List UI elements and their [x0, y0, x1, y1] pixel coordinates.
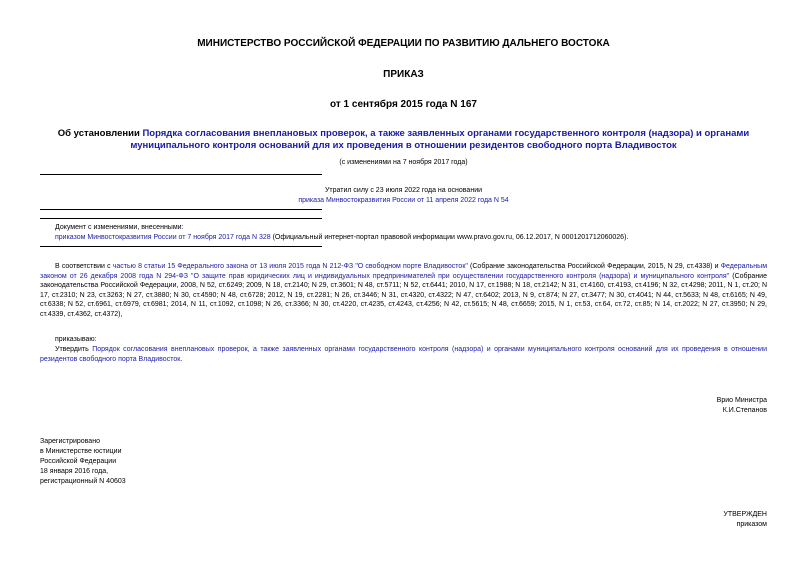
approve-text-a: Утвердить — [55, 346, 93, 353]
registration-line2: в Министерстве юстиции — [40, 448, 122, 455]
changes-line — [55, 233, 767, 243]
registration-line3: Российской Федерации — [40, 458, 117, 465]
void-notice-link[interactable]: приказа Минвостокразвития России от 11 апреля 2022 года N 54 — [298, 197, 509, 204]
preamble-paragraph — [40, 262, 767, 319]
changes-link[interactable]: приказом Минвостокразвития России от 7 ноября 2017 года N 328 — [55, 234, 271, 241]
void-notice-line1: Утратил силу с 23 июля 2022 года на основании — [324, 187, 483, 194]
registration-line4: 18 января 2016 года, — [40, 468, 109, 475]
ministry-heading: МИНИСТЕРСТВО РОССИЙСКОЙ ФЕДЕРАЦИИ ПО РАЗВИТИЮ ДАЛЬНЕГО ВОСТОКА — [197, 38, 610, 49]
doc-type-heading: ПРИКАЗ — [383, 69, 424, 80]
date-number-heading: от 1 сентября 2015 года N 167 — [330, 99, 477, 110]
order-word: приказываю: — [55, 336, 97, 343]
amendments-note: (с изменениями на 7 ноября 2017 года) — [339, 159, 468, 166]
registration-line1: Зарегистрировано — [40, 438, 100, 445]
law-212-link[interactable]: частью 8 статьи 15 Федерального закона от 13 июля 2015 года N 212-ФЗ "О свободном порте Владивосток" — [112, 263, 468, 270]
approved-line2: приказом — [736, 521, 767, 528]
preamble-text-c: (Собрание законодательства Российской Федерации, 2008, N 52, ст.6249; 2009, N 18, ст.2140; N 29, ст.3601; N 48, ст.5711; N 52, ст.6441; 2010, N 17, ст.1988; N 18, ст.2142; N 31, ст.4160, ст.4193, ст.4196; N 32, ст.4298; 2011, N 1, ст.20; N 17, ст.2310; N 23, ст.3263; N 27, ст.3880; N 30, ст.4590; N 48, ст.6728; 2012, N 19, ст.2281; N 26, ст.3446; N 31, ст.4320, ст.4322; N 47, ст.6402; 2013, N 9, ст.874; N 27, ст.3477; N 30, ст.4041; N 44, ст.5633; N 48, ст.6165; N 49, ст.6338; N 52, ст.6961, ст.6979, ст.6981; 2014, N 11, ст.1092, ст.1098; N 26, ст.3366; N 30, ст.4220, ст.4235, ст.4243, ст.4256; N 42, ст.5615; N 48, ст.6659; 2015, N 1, ст.53, ст.64, ст.72, ст.85; N 14, ст.2022; N 27, ст.3950; N 29, ст.4339, ст.4362, ст.4372), — [40, 272, 767, 318]
signature-position: Врио Министра — [716, 397, 767, 404]
law-294-link[interactable]: Федеральным законом от 26 декабря 2008 года N 294-ФЗ "О защите прав юридических лиц и индивидуальных предпринимателей при осуществлении государственного контроля (надзора) и муниципального контроля" — [40, 263, 767, 280]
registration-line5: регистрационный N 40603 — [40, 478, 126, 485]
preamble-text-a: В соответствии с — [55, 263, 113, 270]
divider — [40, 246, 322, 247]
approve-paragraph — [40, 345, 767, 364]
title-prefix: Об установлении — [57, 128, 143, 139]
divider — [40, 218, 322, 219]
document-title — [40, 128, 767, 152]
changes-rest: (Официальный интернет-портал правовой информации www.pravo.gov.ru, 06.12.2017, N 0001201712060026). — [270, 234, 629, 241]
divider — [40, 174, 322, 175]
title-link[interactable]: Порядка согласования внеплановых проверок, а также заявленных органами государственного контроля (надзора) и органами муниципального контроля оснований для их проведения в отношении резидентов свободного порта Владивосток — [130, 128, 750, 151]
signature-name: К.И.Степанов — [722, 407, 767, 414]
divider — [40, 209, 322, 210]
procedure-link[interactable]: Порядок согласования внеплановых проверок, а также заявленных органами государственного контроля (надзора) и органами муниципального контроля оснований для их проведения в отношении резидентов свободного порта Владивосток — [40, 346, 767, 363]
approve-text-b: . — [180, 355, 183, 363]
changes-label: Документ с изменениями, внесенными: — [55, 224, 184, 231]
preamble-text-b: (Собрание законодательства Российской Федерации, 2015, N 29, ст.4338) и — [467, 263, 721, 270]
approved-line1: УТВЕРЖДЕН — [723, 511, 767, 518]
